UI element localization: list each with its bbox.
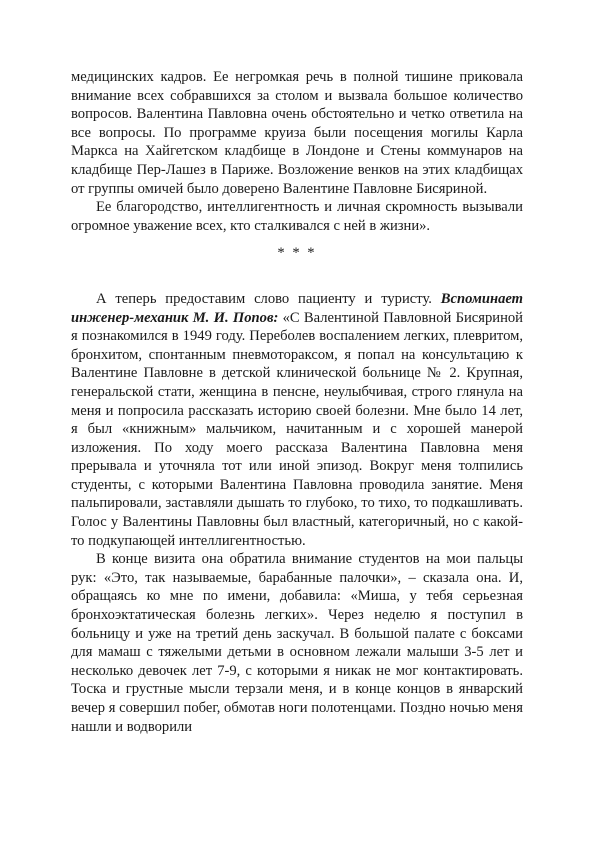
paragraph-3: [71, 290, 523, 550]
paragraph-3-text: «С Валентиной Павловной Бисяриной я познакомился в 1949 году. Переболев воспалением легких, плевритом, бронхитом, спонтанным пневмотораксом, я попал на консультацию к Валентине Павловне в детской клинической больнице № 2. Крупная, генеральской стати, женщина в пенсне, неулыбчивая, строго глянула на меня и попросила рассказать историю своей болезни. Мне было 14 лет, я был «книжным» мальчиком, начитанным и с хорошей манерой изложения. По ходу моего рассказа Валентина Павловна меня прерывала и уточняла тот или иной эпизод. Вокруг меня толпились студенты, с которыми Валентина Павловна проводила занятие. Меня пальпировали, заставляли дышать то глубоко, то тихо, то подкашливать. Голос у Валентины Павловны был властный, категоричный, но с какой-то подкупающей интеллигентностью.: [71, 309, 523, 549]
page-body: [71, 68, 523, 736]
paragraph-4: В конце визита она обратила внимание студентов на мои пальцы рук: «Это, так называемые, барабанные палочки», – сказала она. И, обращаясь ко мне по имени, добавила: «Миша, у тебя серьезная бронхоэктатическая болезнь легких». Через неделю я поступил в больницу и уже на третий день заскучал. В большой палате с боксами для мамаш с тяжелыми детьми в основном лежали малыши 3-5 лет и несколько девочек лет 7-9, с которыми я никак не мог контактировать. Тоска и грустные мысли терзали меня, и в конце концов в январский вечер я совершил побег, обмотав ноги полотенцами. Поздно ночью меня нашли и водворили: [71, 551, 523, 735]
section-separator: * * *: [277, 245, 317, 262]
speaker-attribution: Вспоминает инженер-механик М. И. Попов:: [71, 290, 523, 326]
section-gap: [71, 272, 523, 290]
paragraph-3-intro: А теперь предоставим слово пациенту и туристу.: [96, 290, 441, 307]
paragraph-1: медицинских кадров. Ее негромкая речь в полной тишине приковала внимание всех собравшихся за столом и вызвала большое количество вопросов. Валентина Павловна очень обстоятельно и четко ответила на все вопросы. По программе круиза были посещения могилы Карла Маркса на Хайгетском кладбище в Лондоне и Стены коммунаров на кладбище Пер-Лашез в Париже. Возложение венков на этих кладбищах от группы омичей было доверено Валентине Павловне Бисяриной.: [71, 69, 523, 197]
paragraph-2: Ее благородство, интеллигентность и личная скромность вызывали огромное уважение всех, кто сталкивался с ней в жизни».: [71, 199, 523, 234]
